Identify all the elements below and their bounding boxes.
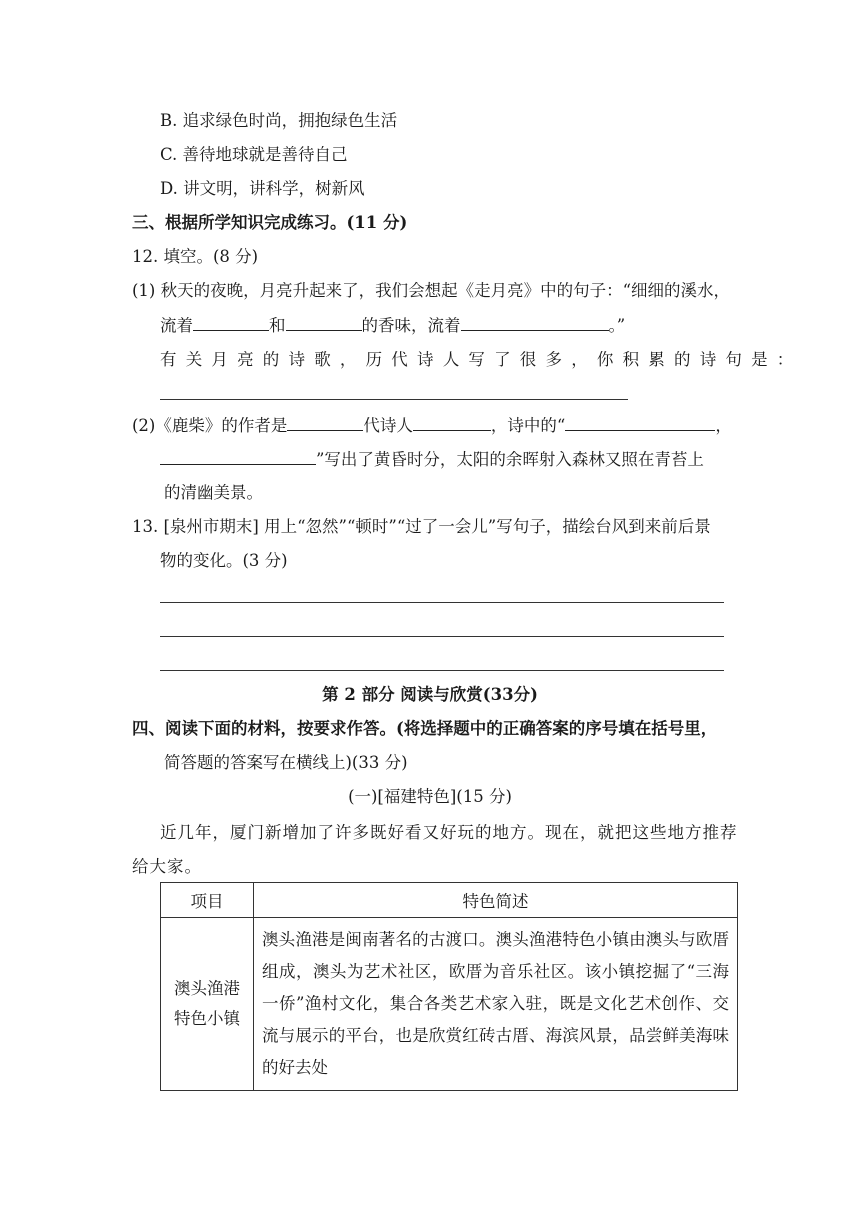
reading-sub-title: (一)[福建特色](15 分) bbox=[348, 787, 512, 806]
fill-blank[interactable] bbox=[461, 314, 609, 331]
fill-text: 代诗人 bbox=[363, 416, 413, 435]
question-12-part-2-line-1 bbox=[132, 414, 732, 437]
section-4-heading-line-2: 简答题的答案写在横线上)(33 分) bbox=[164, 753, 408, 772]
question-13-line-1: 13. [泉州市期末] 用上“忽然”“顿时”“过了一会儿”写句子，描绘台风到来前后景 bbox=[132, 517, 711, 536]
feature-table bbox=[160, 882, 738, 1091]
fill-blank[interactable] bbox=[413, 414, 491, 431]
table-header-description: 特色简述 bbox=[254, 883, 738, 918]
table-cell-description: 澳头渔港是闽南著名的古渡口。澳头渔港特色小镇由澳头与欧厝组成，澳头为艺术社区，欧厝为音乐社区。该小镇挖掘了“三海一侨”渔村文化，集合各类艺术家入驻，既是文化艺术创作、交流与展示的平台，也是欣赏红砖古厝、海滨风景，品尝鲜美海味的好去处 bbox=[254, 918, 738, 1091]
fill-text: 流着 bbox=[160, 316, 193, 335]
question-12-part-2-line-3: 的清幽美景。 bbox=[164, 483, 263, 502]
option-c: C. 善待地球就是善待自己 bbox=[160, 145, 348, 164]
table-header-row bbox=[161, 883, 738, 918]
question-13-line-2: 物的变化。(3 分) bbox=[160, 551, 288, 570]
table-cell-item bbox=[161, 918, 254, 1091]
fill-text: 的香味，流着 bbox=[361, 316, 461, 335]
option-b: B. 追求绿色时尚，拥抱绿色生活 bbox=[160, 111, 398, 130]
question-12-part-1-line-1: (1) 秋天的夜晚，月亮升起来了，我们会想起《走月亮》中的句子：“细细的溪水， bbox=[132, 281, 731, 300]
table-header-item: 项目 bbox=[161, 883, 254, 918]
fill-blank[interactable] bbox=[160, 448, 316, 465]
section-3-heading: 三、根据所学知识完成练习。(11 分) bbox=[132, 213, 408, 232]
question-12-part-1-line-2 bbox=[160, 314, 625, 337]
item-name-line-1: 澳头渔港 bbox=[174, 979, 240, 998]
fill-text: 和 bbox=[269, 316, 286, 335]
fill-text: (2)《鹿柴》的作者是 bbox=[132, 416, 288, 435]
fill-blank[interactable] bbox=[193, 314, 269, 331]
fill-blank[interactable] bbox=[565, 414, 715, 431]
intro-line-1: 近几年，厦门新增加了许多既好看又好玩的地方。现在，就把这些地方推荐 bbox=[160, 823, 738, 842]
fill-blank[interactable] bbox=[286, 314, 362, 331]
answer-line[interactable] bbox=[160, 670, 724, 671]
section-4-heading-line-1: 四、阅读下面的材料，按要求作答。(将选择题中的正确答案的序号填在括号里， bbox=[132, 719, 718, 738]
item-name-line-2: 特色小镇 bbox=[174, 1009, 240, 1028]
question-12-part-1-line-3: 有关月亮的诗歌，历代诗人写了很多，你积累的诗句是： bbox=[160, 350, 803, 369]
fill-text: ， bbox=[715, 416, 732, 435]
option-d: D. 讲文明，讲科学，树新风 bbox=[160, 179, 365, 198]
question-12-label: 12. 填空。(8 分) bbox=[132, 247, 259, 266]
part-2-title: 第 2 部分 阅读与欣赏(33分) bbox=[322, 685, 538, 704]
fill-text: 。” bbox=[608, 316, 626, 335]
fill-text: ，诗中的“ bbox=[490, 416, 566, 435]
table-row bbox=[161, 918, 738, 1091]
answer-line[interactable] bbox=[160, 636, 724, 637]
question-12-part-2-line-2 bbox=[160, 448, 704, 471]
fill-text: ”写出了黄昏时分，太阳的余晖射入森林又照在青苔上 bbox=[316, 450, 704, 469]
intro-line-2: 给大家。 bbox=[132, 857, 202, 876]
answer-line[interactable] bbox=[160, 399, 628, 400]
fill-blank[interactable] bbox=[287, 414, 363, 431]
answer-line[interactable] bbox=[160, 602, 724, 603]
